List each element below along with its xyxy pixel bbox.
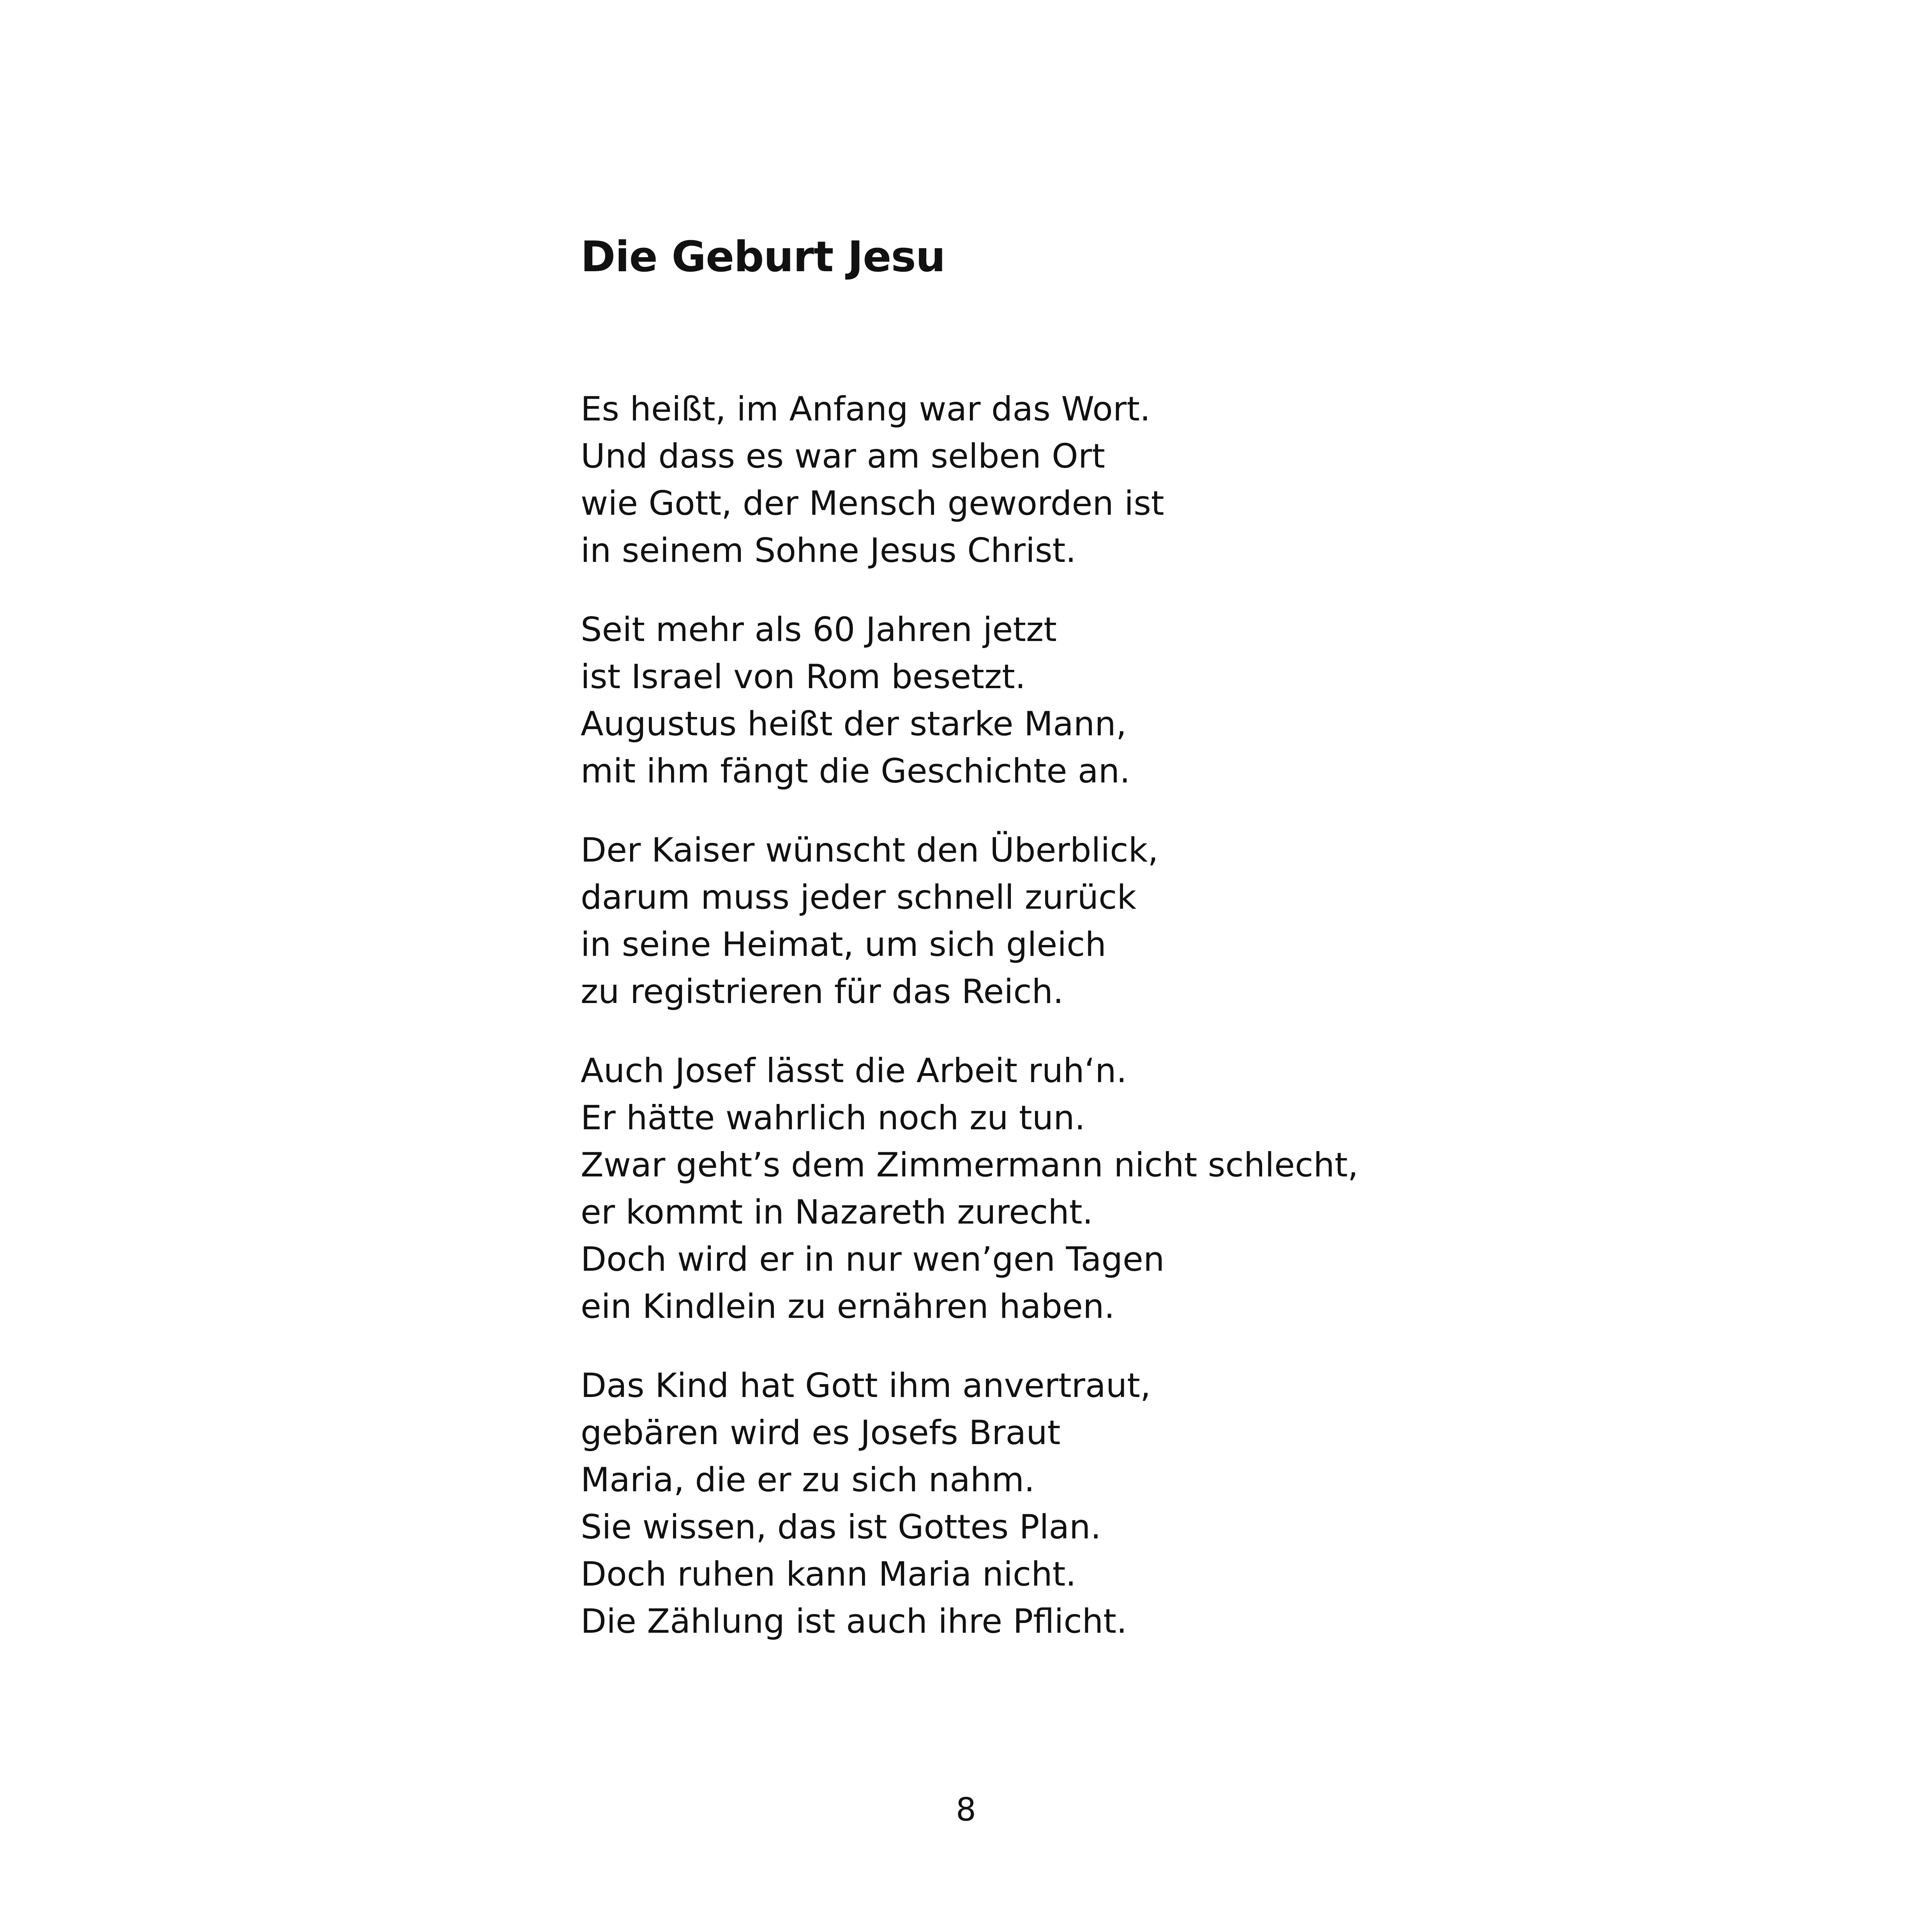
poem bbox=[581, 386, 1594, 1677]
poem-line: Zwar geht’s dem Zimmermann nicht schlecht, bbox=[581, 1146, 1358, 1185]
poem-line: Das Kind hat Gott ihm anvertraut, bbox=[581, 1366, 1151, 1405]
poem-line: zu registrieren für das Reich. bbox=[581, 972, 1064, 1011]
poem-line: Doch wird er in nur wen’gen Tagen bbox=[581, 1240, 1165, 1279]
poem-line: Er hätte wahrlich noch zu tun. bbox=[581, 1098, 1086, 1137]
poem-line: Maria, die er zu sich nahm. bbox=[581, 1460, 1035, 1499]
page-title: Die Geburt Jesu bbox=[581, 233, 945, 281]
stanza bbox=[581, 1362, 1594, 1645]
poem-line: er kommt in Nazareth zurecht. bbox=[581, 1193, 1093, 1232]
poem-line: mit ihm fängt die Geschichte an. bbox=[581, 752, 1130, 791]
stanza bbox=[581, 1047, 1594, 1330]
poem-line: Und dass es war am selben Ort bbox=[581, 437, 1105, 476]
poem-line: in seinem Sohne Jesus Christ. bbox=[581, 531, 1076, 570]
poem-line: Die Zählung ist auch ihre Pflicht. bbox=[581, 1602, 1127, 1641]
stanza bbox=[581, 606, 1594, 795]
poem-line: Der Kaiser wünscht den Überblick, bbox=[581, 831, 1158, 870]
stanza bbox=[581, 386, 1594, 574]
poem-line: gebären wird es Josefs Braut bbox=[581, 1413, 1061, 1452]
poem-line: Doch ruhen kann Maria nicht. bbox=[581, 1555, 1076, 1594]
poem-line: ist Israel von Rom besetzt. bbox=[581, 657, 1026, 696]
poem-line: in seine Heimat, um sich gleich bbox=[581, 925, 1106, 964]
stanza bbox=[581, 827, 1594, 1015]
poem-line: Augustus heißt der starke Mann, bbox=[581, 705, 1127, 743]
poem-line: Sie wissen, das ist Gottes Plan. bbox=[581, 1508, 1101, 1547]
poem-line: ein Kindlein zu ernähren haben. bbox=[581, 1287, 1115, 1326]
poem-line: Seit mehr als 60 Jahren jetzt bbox=[581, 610, 1057, 649]
poem-line: Auch Josef lässt die Arbeit ruh‘n. bbox=[581, 1051, 1127, 1090]
poem-line: wie Gott, der Mensch geworden ist bbox=[581, 484, 1164, 523]
page-number: 8 bbox=[955, 1791, 977, 1828]
poem-line: darum muss jeder schnell zurück bbox=[581, 878, 1137, 917]
poem-line: Es heißt, im Anfang war das Wort. bbox=[581, 390, 1151, 429]
